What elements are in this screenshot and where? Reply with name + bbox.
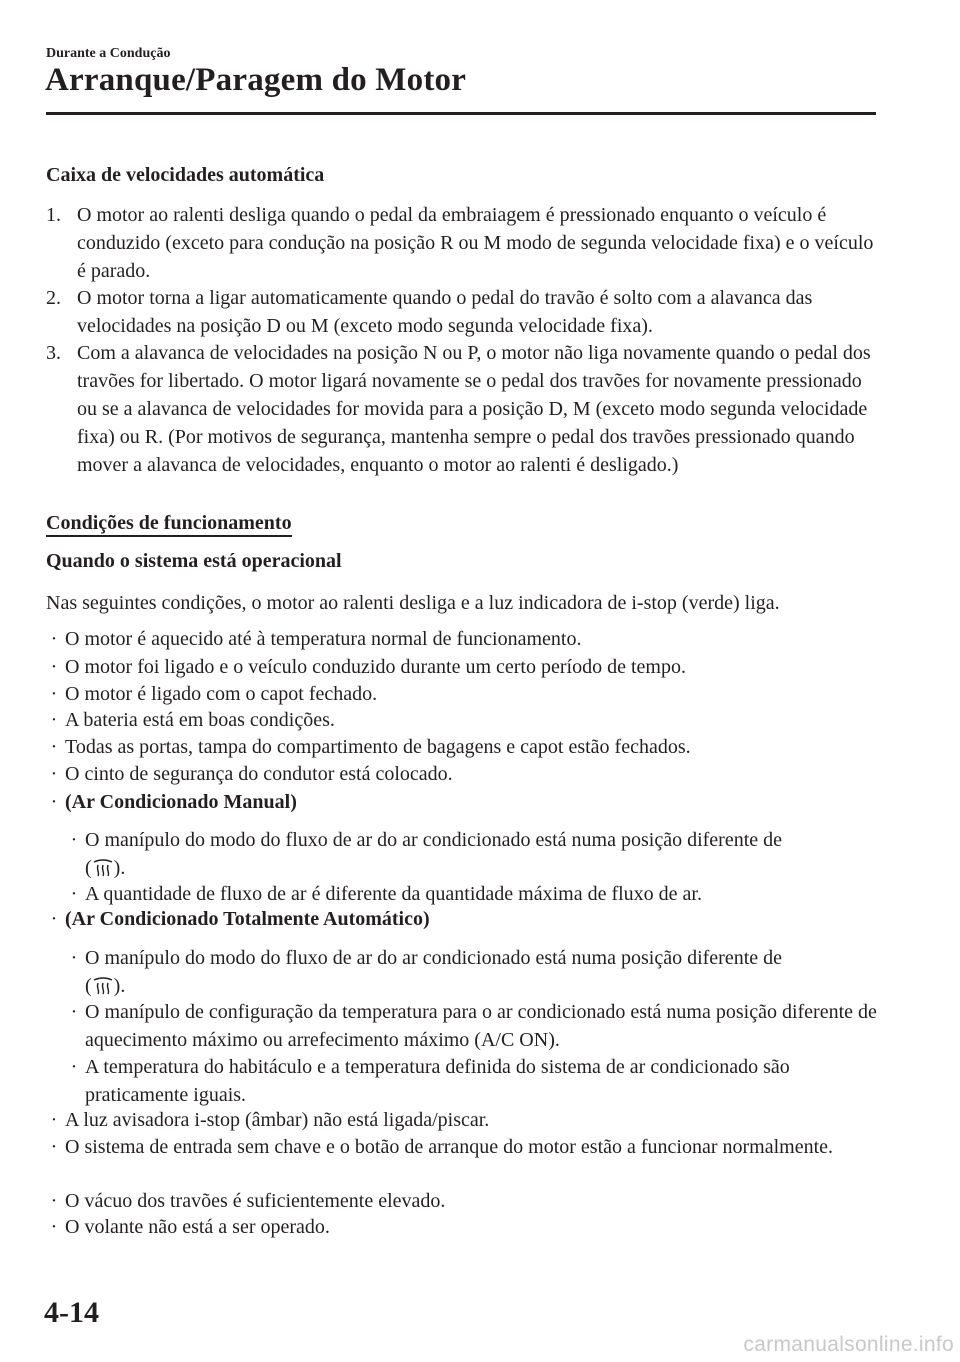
condition-bullet bbox=[48, 625, 878, 653]
step-text: Com a alavanca de velocidades na posição N ou P, o motor não liga novamente quando o pedal dos travões for libertado. O motor ligará novamente se o pedal dos travões for novamente pressionado ou se a alavanca de velocidades for movida para a posição D, M (exceto modo segunda velocidade fixa) ou R. (Por motivos de segurança, mantenha sempre o pedal dos travões pressionado quando mover a alavanca de velocidades, enquanto o motor ao ralenti é desligado.) bbox=[77, 342, 871, 476]
bullet-dot: · bbox=[50, 1109, 58, 1131]
condition-bullet bbox=[48, 1187, 878, 1215]
chapter-title: Arranque/Paragem do Motor bbox=[45, 62, 467, 98]
bullet-dot: · bbox=[50, 763, 58, 785]
bullet-text: O vácuo dos travões é suficientemente elevado. bbox=[65, 1190, 446, 1212]
bullet-text: O sistema de entrada sem chave e o botão de arranque do motor estão a funcionar normalmente. bbox=[65, 1136, 834, 1158]
step-number: 3. bbox=[46, 342, 61, 364]
condition-bullet bbox=[48, 706, 878, 734]
bullet-dot: · bbox=[70, 1056, 78, 1078]
numbered-step-1 bbox=[46, 201, 882, 285]
header-rule bbox=[46, 112, 876, 115]
manual-ac-sub-bullet bbox=[68, 826, 880, 882]
sub-bullet-line: O manípulo do modo do fluxo de ar do ar condicionado está numa posição diferente de bbox=[85, 829, 783, 851]
sub-bullet-text: A temperatura do habitáculo e a temperatura definida do sistema de ar condicionado são praticamente iguais. bbox=[85, 1056, 790, 1106]
bullet-dot: · bbox=[50, 1216, 58, 1238]
numbered-step-2 bbox=[46, 284, 882, 340]
bullet-dot: · bbox=[50, 628, 58, 650]
sub-bullet-text bbox=[68, 944, 880, 1000]
windshield-defroster-icon bbox=[92, 977, 114, 995]
auto-ac-sub-bullet bbox=[68, 998, 880, 1054]
step-number: 2. bbox=[46, 287, 61, 309]
bullet-dot: · bbox=[50, 656, 58, 678]
auto-ac-bullet bbox=[48, 905, 878, 933]
close-paren: ). bbox=[113, 975, 126, 997]
bullet-dot: · bbox=[50, 1136, 58, 1158]
close-paren: ). bbox=[113, 857, 126, 879]
condition-bullet bbox=[48, 1133, 838, 1161]
bullet-dot: · bbox=[50, 736, 58, 758]
condition-bullet bbox=[48, 1106, 878, 1134]
manual-ac-sub-bullet bbox=[68, 880, 880, 908]
auto-ac-label: (Ar Condicionado Totalmente Automático) bbox=[65, 908, 430, 930]
bullet-text: O motor é aquecido até à temperatura normal de funcionamento. bbox=[65, 628, 582, 650]
condition-bullet bbox=[48, 1213, 878, 1241]
condition-bullet bbox=[48, 680, 878, 708]
windshield-defroster-icon bbox=[92, 859, 114, 877]
conditions-heading-text: Condições de funcionamento bbox=[46, 512, 292, 537]
bullet-dot: · bbox=[50, 709, 58, 731]
manual-ac-label: (Ar Condicionado Manual) bbox=[65, 791, 297, 813]
bullet-dot: · bbox=[70, 883, 78, 905]
sub-bullet-text: A quantidade de fluxo de ar é diferente da quantidade máxima de fluxo de ar. bbox=[85, 883, 702, 905]
bullet-dot: · bbox=[50, 791, 58, 813]
bullet-text: A bateria está em boas condições. bbox=[65, 709, 335, 731]
bullet-dot: · bbox=[70, 829, 78, 851]
condition-bullet bbox=[48, 653, 878, 681]
bullet-dot: · bbox=[50, 1190, 58, 1212]
bullet-text: O motor é ligado com o capot fechado. bbox=[65, 683, 378, 705]
condition-bullet bbox=[48, 760, 878, 788]
sub-bullet-text bbox=[68, 826, 880, 882]
auto-transmission-heading: Caixa de velocidades automática bbox=[46, 164, 325, 186]
watermark: carmanualsonline.info bbox=[743, 1333, 954, 1356]
bullet-text: O volante não está a ser operado. bbox=[65, 1216, 330, 1238]
auto-ac-sub-bullet bbox=[68, 1053, 880, 1109]
open-paren: ( bbox=[85, 975, 92, 997]
manual-ac-bullet bbox=[48, 788, 878, 816]
bullet-text: O cinto de segurança do condutor está colocado. bbox=[65, 763, 453, 785]
section-label: Durante a Condução bbox=[46, 46, 171, 61]
numbered-step-3 bbox=[46, 339, 882, 479]
page-number: 4-14 bbox=[44, 1296, 99, 1329]
bullet-dot: · bbox=[50, 908, 58, 930]
step-text: O motor ao ralenti desliga quando o pedal da embraiagem é pressionado enquanto o veículo é conduzido (exceto para condução na posição R ou M modo de segunda velocidade fixa) e o veículo é parado. bbox=[77, 204, 874, 282]
step-number: 1. bbox=[46, 204, 61, 226]
conditions-heading bbox=[46, 512, 292, 535]
operational-subheading: Quando o sistema está operacional bbox=[46, 550, 342, 572]
bullet-text: O motor foi ligado e o veículo conduzido durante um certo período de tempo. bbox=[65, 656, 686, 678]
bullet-dot: · bbox=[70, 1001, 78, 1023]
auto-ac-sub-bullet bbox=[68, 944, 880, 1000]
bullet-dot: · bbox=[70, 947, 78, 969]
step-text: O motor torna a ligar automaticamente quando o pedal do travão é solto com a alavanca das velocidades na posição D ou M (exceto modo segunda velocidade fixa). bbox=[77, 287, 813, 337]
conditions-intro: Nas seguintes condições, o motor ao ralenti desliga e a luz indicadora de i-stop (verde) liga. bbox=[46, 592, 780, 614]
sub-bullet-line: O manípulo do modo do fluxo de ar do ar condicionado está numa posição diferente de bbox=[85, 947, 783, 969]
bullet-text: Todas as portas, tampa do compartimento de bagagens e capot estão fechados. bbox=[65, 736, 691, 758]
bullet-text: A luz avisadora i-stop (âmbar) não está ligada/piscar. bbox=[65, 1109, 490, 1131]
bullet-dot: · bbox=[50, 683, 58, 705]
open-paren: ( bbox=[85, 857, 92, 879]
sub-bullet-text: O manípulo de configuração da temperatura para o ar condicionado está numa posição diferente de aquecimento máximo ou arrefecimento máximo (A/C ON). bbox=[85, 1001, 877, 1051]
condition-bullet bbox=[48, 733, 878, 761]
